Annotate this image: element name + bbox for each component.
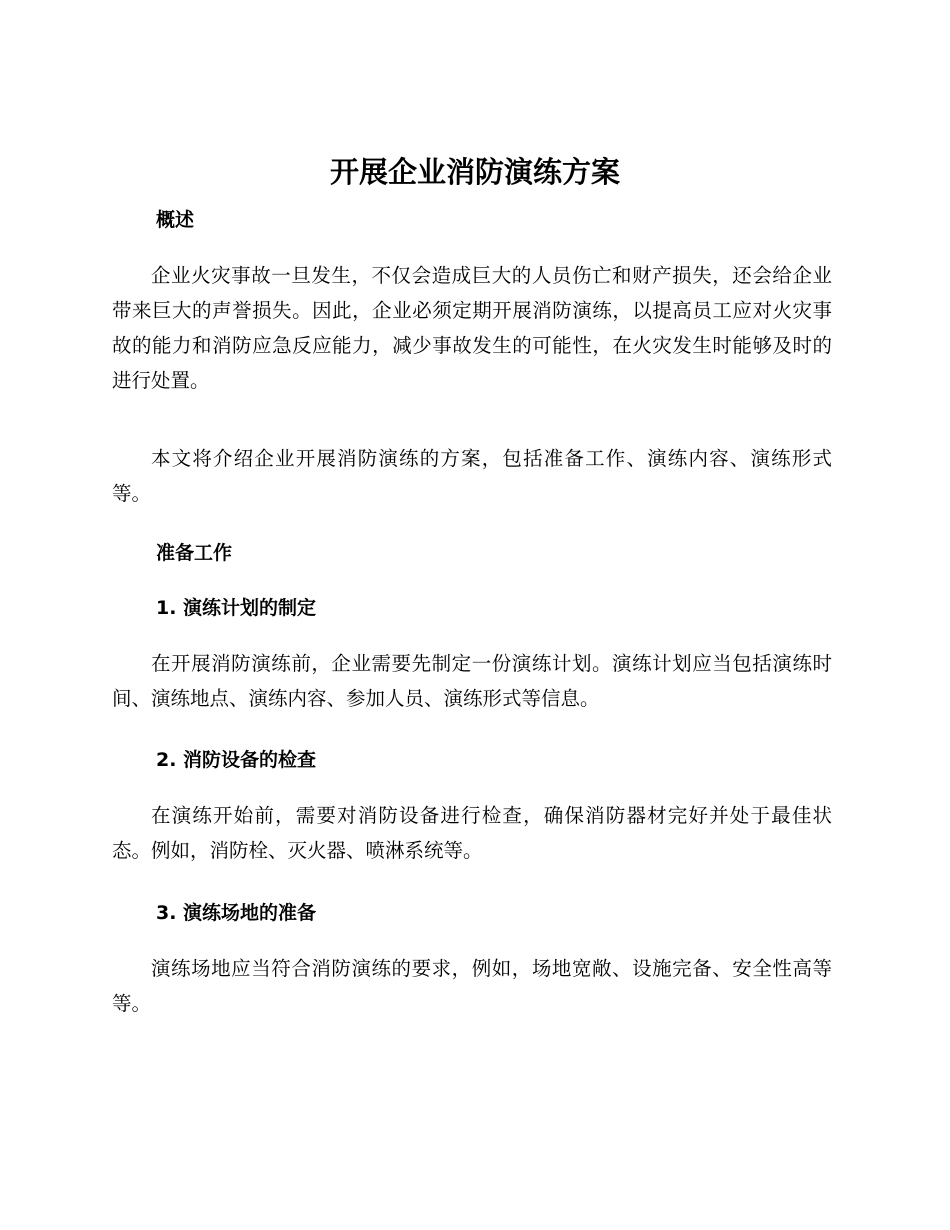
- subsection-heading-equipment: 2. 消防设备的检查: [156, 749, 317, 771]
- subsection-heading-venue: 3. 演练场地的准备: [156, 902, 317, 924]
- equipment-paragraph: 在演练开始前，需要对消防设备进行检查，确保消防器材完好并处于最佳状态。例如，消防栓、灭火器、喷淋系统等。: [112, 804, 832, 862]
- overview-paragraph-1: 企业火灾事故一旦发生，不仅会造成巨大的人员伤亡和财产损失，还会给企业带来巨大的声誉损失。因此，企业必须定期开展消防演练，以提高员工应对火灾事故的能力和消防应急反应能力，减少事故发生的可能性，在火灾发生时能够及时的进行处置。: [112, 264, 832, 392]
- section-heading-overview: 概述: [156, 209, 195, 231]
- overview-paragraph-2: 本文将介绍企业开展消防演练的方案，包括准备工作、演练内容、演练形式等。: [112, 447, 832, 505]
- venue-paragraph: 演练场地应当符合消防演练的要求，例如，场地宽敞、设施完备、安全性高等等。: [112, 957, 832, 1015]
- section-heading-preparation: 准备工作: [156, 542, 233, 564]
- document-title: 开展企业消防演练方案: [329, 155, 620, 189]
- plan-paragraph: 在开展消防演练前，企业需要先制定一份演练计划。演练计划应当包括演练时间、演练地点、演练内容、参加人员、演练形式等信息。: [112, 652, 832, 710]
- subsection-heading-plan: 1. 演练计划的制定: [156, 597, 317, 619]
